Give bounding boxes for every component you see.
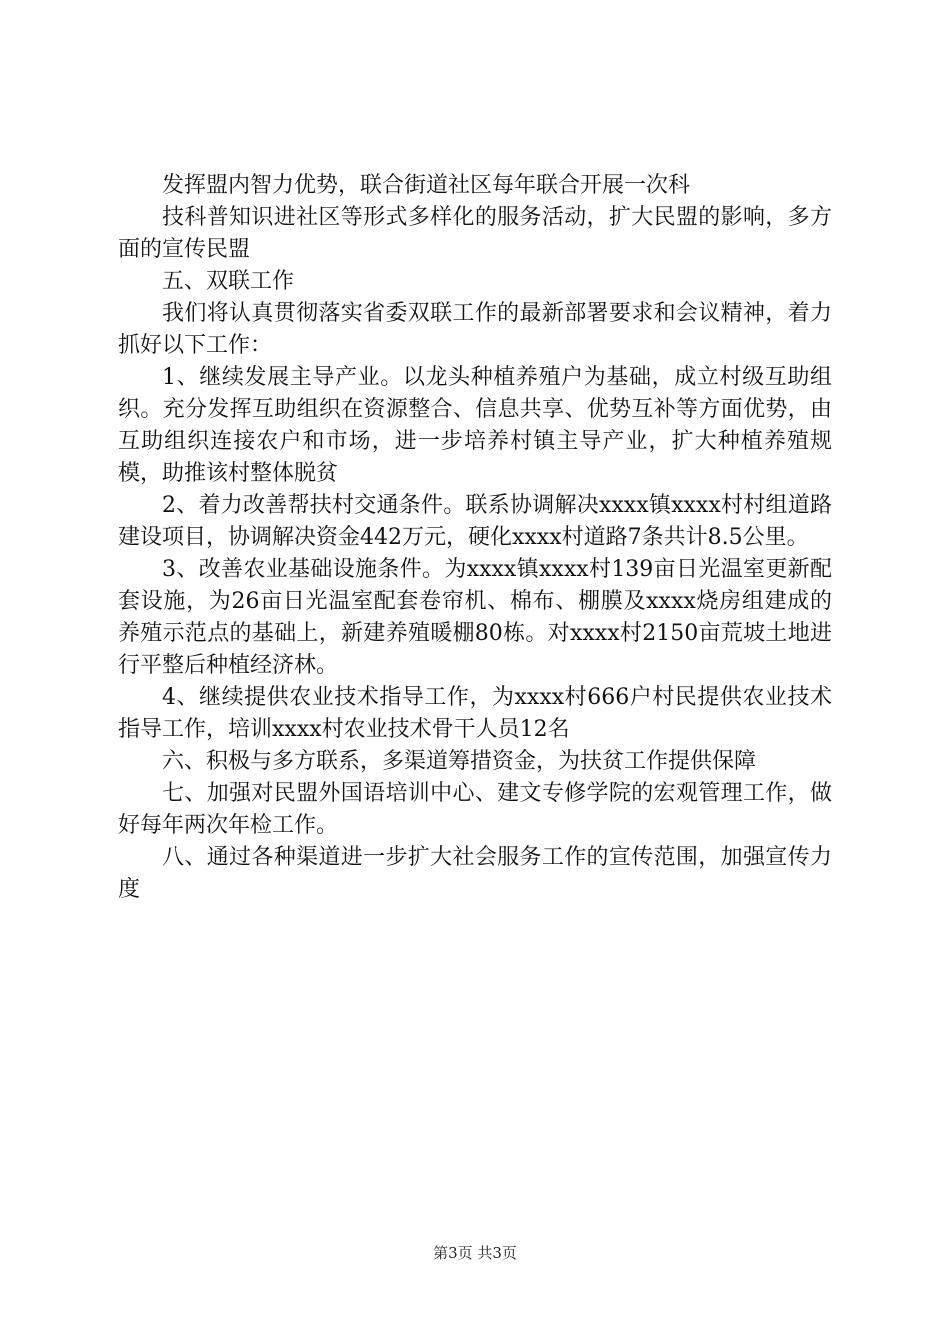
list-item-2: 2、着力改善帮扶村交通条件。联系协调解决xxxx镇xxxx村村组道路建设项目，协调解决资金442万元，硬化xxxx村道路7条共计8.5公里。: [118, 493, 832, 550]
section-heading-5: 五、双联工作: [162, 269, 295, 294]
list-item-1: 1、继续发展主导产业。以龙头种植养殖户为基础，成立村级互助组织。充分发挥互助组织在资源整合、信息共享、优势互补等方面优势，由互助组织连接农户和市场，进一步培养村镇主导产业，扩大种植养殖规模，助推该村整体脱贫: [118, 365, 832, 486]
document-body: [118, 170, 832, 906]
list-item-4: 4、继续提供农业技术指导工作，为xxxx村666户村民提供农业技术指导工作，培训xxxx村农业技术骨干人员12名: [118, 685, 832, 742]
section-heading-7: 七、加强对民盟外国语培训中心、建文专修学院的宏观管理工作，做好每年两次年检工作。: [118, 781, 832, 838]
page-number: 第3页 共3页: [433, 1244, 517, 1262]
section-heading-6: 六、积极与多方联系，多渠道筹措资金，为扶贫工作提供保障: [162, 749, 757, 774]
page-footer: [0, 1243, 950, 1263]
section-heading-8: 八、通过各种渠道进一步扩大社会服务工作的宣传范围，加强宣传力度: [118, 845, 832, 902]
paragraph-1: 发挥盟内智力优势，联合街道社区每年联合开展一次科: [162, 173, 691, 198]
paragraph-2: 技科普知识进社区等形式多样化的服务活动，扩大民盟的影响，多方面的宣传民盟: [118, 205, 832, 262]
list-item-3: 3、改善农业基础设施条件。为xxxx镇xxxx村139亩日光温室更新配套设施，为26亩日光温室配套卷帘机、棉布、棚膜及xxxx烧房组建成的养殖示范点的基础上，新建养殖暖棚80栋。对xxxx村2150亩荒坡土地进行平整后种植经济林。: [118, 557, 832, 678]
paragraph-3: 我们将认真贯彻落实省委双联工作的最新部署要求和会议精神，着力抓好以下工作：: [118, 301, 832, 358]
